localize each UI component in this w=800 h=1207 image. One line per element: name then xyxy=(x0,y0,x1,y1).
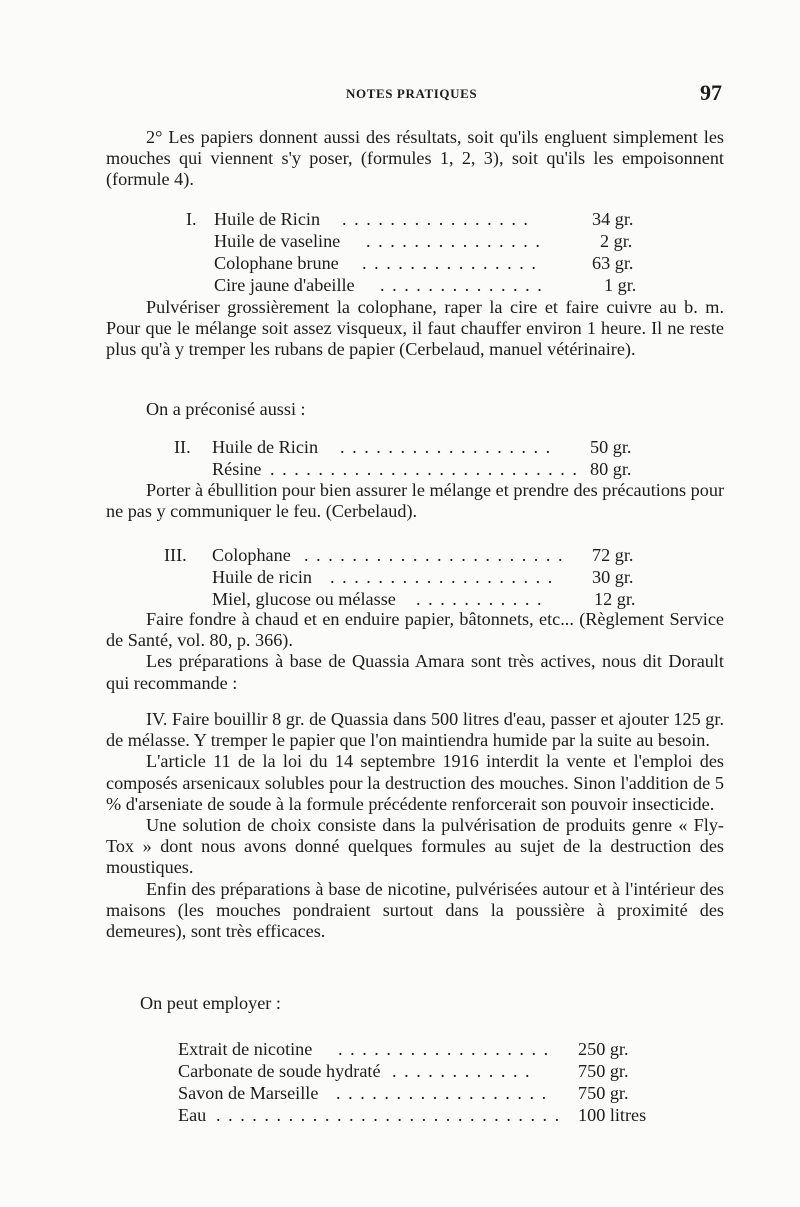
leader-dots: . . . . . . . . . . . . . . . . . . . . . . . . . . . . . xyxy=(216,1105,561,1125)
leader-dots: . . . . . . . . . . . xyxy=(416,589,543,609)
formula-5-row xyxy=(0,1082,800,1104)
leader-dots: . . . . . . . . . . . . . . . . . . xyxy=(340,437,552,457)
paragraph: L'article 11 de la loi du 14 septembre 1916 interdit la vente et l'emploi des composés arsenicaux solubles pour la destruction des mouches. Sinon l'addition de 5 % d'arseniate de soude à la formule précédente renforcerait son pouvoir insecticide. xyxy=(106,751,724,814)
leader-dots: . . . . . . . . . . . . . . . . . . xyxy=(336,1083,548,1103)
formula-1-row xyxy=(0,230,800,252)
leader-dots: . . . . . . . . . . . . . . . . . . xyxy=(338,1039,550,1059)
formula-1-row xyxy=(0,252,800,274)
ingredient-name: Colophane xyxy=(212,545,291,565)
leader-dots: . . . . . . . . . . . . xyxy=(392,1061,532,1081)
formula-1-row xyxy=(0,208,800,230)
leader-dots: . . . . . . . . . . . . . . xyxy=(380,275,544,295)
running-title: NOTES PRATIQUES xyxy=(346,86,478,101)
formula-2-row xyxy=(0,458,800,480)
paragraph: On a préconisé aussi : xyxy=(146,399,306,419)
ingredient-qty: 1 gr. xyxy=(604,275,637,295)
paragraph: Enfin des préparations à base de nicotine, pulvérisées autour et à l'intérieur des maisons (les mouches pondraient surtout dans la poussière à proximité des demeures), sont très efficaces. xyxy=(106,878,724,942)
paragraph: Pulvériser grossièrement la colophane, raper la cire et faire cuivre au b. m. Pour que le mélange soit assez visqueux, il faut chauffer environ 1 heure. Il ne reste plus qu'à y tremper les rubans de papier (Cerbelaud, manuel vétérinaire). xyxy=(106,297,724,360)
formula-5-row xyxy=(0,1038,800,1060)
page-header xyxy=(0,80,800,110)
ingredient-qty: 750 gr. xyxy=(578,1061,629,1081)
ingredient-name: Huile de vaseline xyxy=(214,231,341,251)
ingredient-qty: 30 gr. xyxy=(592,567,634,587)
leader-dots: . . . . . . . . . . . . . . . . . . . xyxy=(330,567,554,587)
formula-3-row xyxy=(0,588,800,610)
ingredient-qty: 2 gr. xyxy=(600,231,633,251)
ingredient-name: Colophane brune xyxy=(214,253,339,273)
formula-5-row xyxy=(0,1060,800,1082)
ingredient-name: Huile de Ricin xyxy=(214,209,321,229)
formula-4-and-notes xyxy=(106,709,724,942)
ingredient-qty: 63 gr. xyxy=(592,253,634,273)
ingredient-qty: 72 gr. xyxy=(592,545,634,565)
ingredient-name: Eau xyxy=(178,1105,207,1125)
formula-3-row xyxy=(0,566,800,588)
ingredient-name: Cire jaune d'abeille xyxy=(214,275,355,295)
ingredient-name: Huile de ricin xyxy=(212,567,312,587)
paragraph: Les préparations à base de Quassia Amara sont très actives, nous dit Dorault qui recommande : xyxy=(106,651,724,693)
ingredient-name: Carbonate de soude hydraté xyxy=(178,1061,381,1081)
formula-numeral: I. xyxy=(186,209,197,229)
intro-paragraph xyxy=(106,127,724,191)
paragraph: 2° Les papiers donnent aussi des résultats, soit qu'ils engluent simplement les mouches qui viennent s'y poser, (formules 1, 2, 3), soit qu'ils les empoisonnent (formule 4). xyxy=(106,127,724,190)
ingredient-qty: 750 gr. xyxy=(578,1083,629,1103)
leader-dots: . . . . . . . . . . . . . . . . xyxy=(342,209,530,229)
ingredient-qty: 100 litres xyxy=(578,1105,647,1125)
paragraph: Porter à ébullition pour bien assurer le mélange et prendre des précautions pour ne pas y communiquer le feu. (Cerbelaud). xyxy=(106,480,724,522)
formula-2-note xyxy=(106,480,724,522)
formula-1-row xyxy=(0,274,800,296)
formula-2-row xyxy=(0,436,800,458)
ingredient-qty: 250 gr. xyxy=(578,1039,629,1059)
ingredient-qty: 34 gr. xyxy=(592,209,634,229)
formula-3-note xyxy=(106,609,724,694)
formula-5-row xyxy=(0,1104,800,1126)
ingredient-qty: 50 gr. xyxy=(590,437,632,457)
formula-numeral: III. xyxy=(164,545,187,565)
preconise-line xyxy=(0,398,800,420)
paragraph: Une solution de choix consiste dans la pulvérisation de produits genre « Fly-Tox » dont nous avons donné quelques formules au sujet de la destruction des moustiques. xyxy=(106,815,724,878)
page-number: 97 xyxy=(700,80,722,105)
formula-3-row xyxy=(0,544,800,566)
leader-dots: . . . . . . . . . . . . . . . xyxy=(366,231,542,251)
leader-dots: . . . . . . . . . . . . . . . . . . . . . . . . . . xyxy=(270,459,579,479)
paragraph: On peut employer : xyxy=(140,993,281,1013)
formula-1-note xyxy=(106,297,724,361)
ingredient-name: Extrait de nicotine xyxy=(178,1039,313,1059)
ingredient-name: Savon de Marseille xyxy=(178,1083,319,1103)
peut-employer-line xyxy=(0,992,800,1014)
formula-numeral: II. xyxy=(174,437,191,457)
ingredient-name: Miel, glucose ou mélasse xyxy=(212,589,396,609)
ingredient-name: Huile de Ricin xyxy=(212,437,319,457)
ingredient-name: Résine xyxy=(212,459,262,479)
ingredient-qty: 80 gr. xyxy=(590,459,632,479)
paragraph: Faire fondre à chaud et en enduire papier, bâtonnets, etc... (Règlement Service de Santé, vol. 80, p. 366). xyxy=(106,609,724,651)
ingredient-qty: 12 gr. xyxy=(594,589,636,609)
paragraph: IV. Faire bouillir 8 gr. de Quassia dans 500 litres d'eau, passer et ajouter 125 gr. de mélasse. Y tremper le papier que l'on maintiendra humide par la suite au besoin. xyxy=(106,709,724,751)
leader-dots: . . . . . . . . . . . . . . . xyxy=(362,253,538,273)
leader-dots: . . . . . . . . . . . . . . . . . . . . . . xyxy=(304,545,565,565)
